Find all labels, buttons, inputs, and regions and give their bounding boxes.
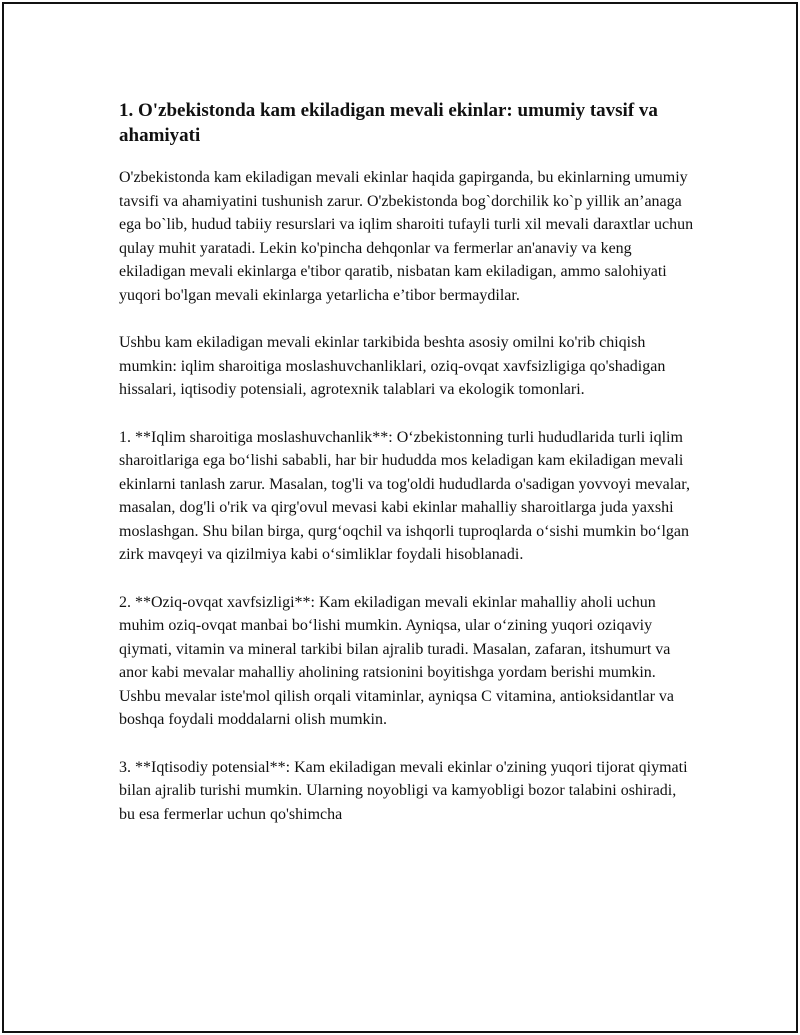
intro-paragraph: O'zbekistonda kam ekiladigan mevali ekinlar haqida gapirganda, bu ekinlarning umumiy tavsifi va ahamiyatini tushunish zarur. O'zbekistonda bog`dorchilik ko`p yillik an’anaga ega bo`lib, hudud tabiiy resurslari va iqlim sharoiti tufayli turli xil mevali daraxtlar uchun qulay muhit yaratadi. Lekin ko'pincha dehqonlar va fermerlar an'anaviy va keng ekiladigan mevali ekinlarga e'tibor qaratib, nisbatan kam ekiladigan, ammo salohiyati yuqori bo'lgan mevali ekinlarga yetarlicha e’tibor bermaydilar. — [119, 169, 694, 304]
climate-paragraph: 1. **Iqlim sharoitiga moslashuvchanlik**: O‘zbekistonning turli hududlarida turli iqlim sharoitlariga ega bo‘lishi sababli, har bir hududda mos keladigan kam ekiladigan mevali ekinlarni tanlash zarur. Masalan, tog'li va tog'oldi hududlarda o'sadigan yovvoyi mevalar, masalan, dog'li o'rik va qirg'ovul mevasi kabi ekinlar mahalliy sharoitlarga juda yaxshi moslashgan. Shu bilan birga, qurg‘oqchil va ishqorli tuproqlarda o‘sishi mumkin bo‘lgan zirk mavqeyi va qizilmiya kabi o‘simliklar foydali hisoblanadi. — [119, 428, 690, 563]
section-heading: 1. O'zbekistonda kam ekiladigan mevali ekinlar: umumiy tavsif va ahamiyati — [119, 100, 658, 146]
economic-paragraph: 3. **Iqtisodiy potensial**: Kam ekiladigan mevali ekinlar o'zining yuqori tijorat qiymati bilan ajralib turishi mumkin. Ularning noyobligi va kamyobligi bozor talabini oshiradi, bu esa fermerlar uchun qo'shimcha — [119, 758, 688, 823]
document-body — [119, 98, 694, 850]
factors-paragraph: Ushbu kam ekiladigan mevali ekinlar tarkibida beshta asosiy omilni ko'rib chiqish mumkin: iqlim sharoitiga moslashuvchanliklari, oziq-ovqat xavfsizligiga qo'shadigan hissalari, iqtisodiy potensiali, agrotexnik talablari va ekologik tomonlari. — [119, 334, 666, 398]
page-frame — [2, 2, 798, 1033]
food-security-paragraph: 2. **Oziq-ovqat xavfsizligi**: Kam ekiladigan mevali ekinlar mahalliy aholi uchun muhim oziq-ovqat manbai bo‘lishi mumkin. Ayniqsa, ular o‘zining yuqori oziqaviy qiymati, vitamin va mineral tarkibi bilan ajralib turadi. Masalan, zafaran, itshumurt va anor kabi mevalar mahalliy aholining ratsionini boyitishga yordam berishi mumkin. Ushbu mevalar iste'mol qilish orqali vitaminlar, ayniqsa C vitamina, antioksidantlar va boshqa foydali moddalarni olish mumkin. — [119, 593, 675, 728]
